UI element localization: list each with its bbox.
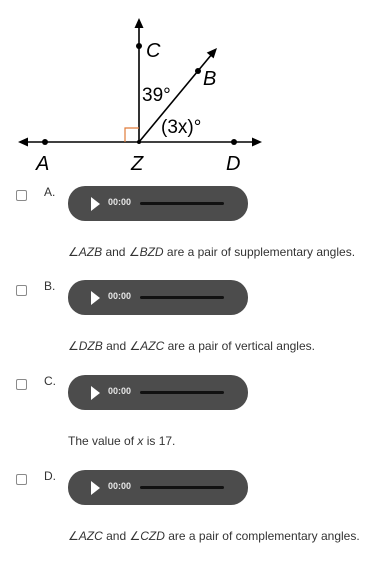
- label-b: B: [203, 68, 217, 90]
- option-b-statement: ∠DZB and ∠AZC are a pair of vertical angles.: [68, 339, 315, 353]
- audio-progress-track[interactable]: [140, 202, 224, 205]
- option-c-letter: C.: [44, 374, 56, 388]
- label-d: D: [226, 153, 241, 175]
- audio-time: 00:00: [108, 197, 132, 207]
- audio-time: 00:00: [108, 291, 132, 301]
- angle-diagram: [0, 0, 280, 180]
- option-a-letter: A.: [44, 185, 56, 199]
- angle-label-bzd: (3x)°: [161, 117, 202, 138]
- angle-label-czb: 39°: [142, 85, 171, 106]
- play-icon[interactable]: [91, 386, 100, 400]
- option-d-audio-player: [68, 470, 248, 505]
- audio-time: 00:00: [108, 481, 132, 491]
- label-z: Z: [131, 153, 144, 175]
- point-a: [42, 139, 48, 145]
- option-a-checkbox[interactable]: [16, 190, 27, 201]
- option-a-statement: ∠AZB and ∠BZD are a pair of supplementary angles.: [68, 245, 356, 259]
- play-icon[interactable]: [91, 291, 100, 305]
- play-icon[interactable]: [91, 481, 100, 495]
- option-c-audio-player: [68, 375, 248, 410]
- option-d-letter: D.: [44, 469, 56, 483]
- label-a: A: [36, 153, 50, 175]
- arrowhead-right: [252, 138, 262, 147]
- option-d-checkbox[interactable]: [16, 474, 27, 485]
- play-icon[interactable]: [91, 197, 100, 211]
- point-d: [231, 139, 237, 145]
- option-b-audio-player: [68, 280, 248, 315]
- label-c: C: [146, 40, 161, 62]
- option-b-checkbox[interactable]: [16, 285, 27, 296]
- audio-time: 00:00: [108, 386, 132, 396]
- point-c: [136, 43, 142, 49]
- option-c-statement: The value of x is 17.: [68, 434, 176, 448]
- audio-progress-track[interactable]: [140, 391, 224, 394]
- option-b-letter: B.: [44, 279, 56, 293]
- point-z: [137, 140, 141, 144]
- arrowhead-diagonal: [207, 48, 217, 58]
- arrowhead-left: [18, 138, 28, 147]
- arrowhead-up: [135, 18, 144, 28]
- right-angle-mark: [125, 128, 139, 142]
- audio-progress-track[interactable]: [140, 486, 224, 489]
- option-d-statement: ∠AZC and ∠CZD are a pair of complementary angles.: [68, 529, 360, 543]
- point-b: [195, 68, 201, 74]
- option-a-audio-player: [68, 186, 248, 221]
- option-c-checkbox[interactable]: [16, 379, 27, 390]
- audio-progress-track[interactable]: [140, 296, 224, 299]
